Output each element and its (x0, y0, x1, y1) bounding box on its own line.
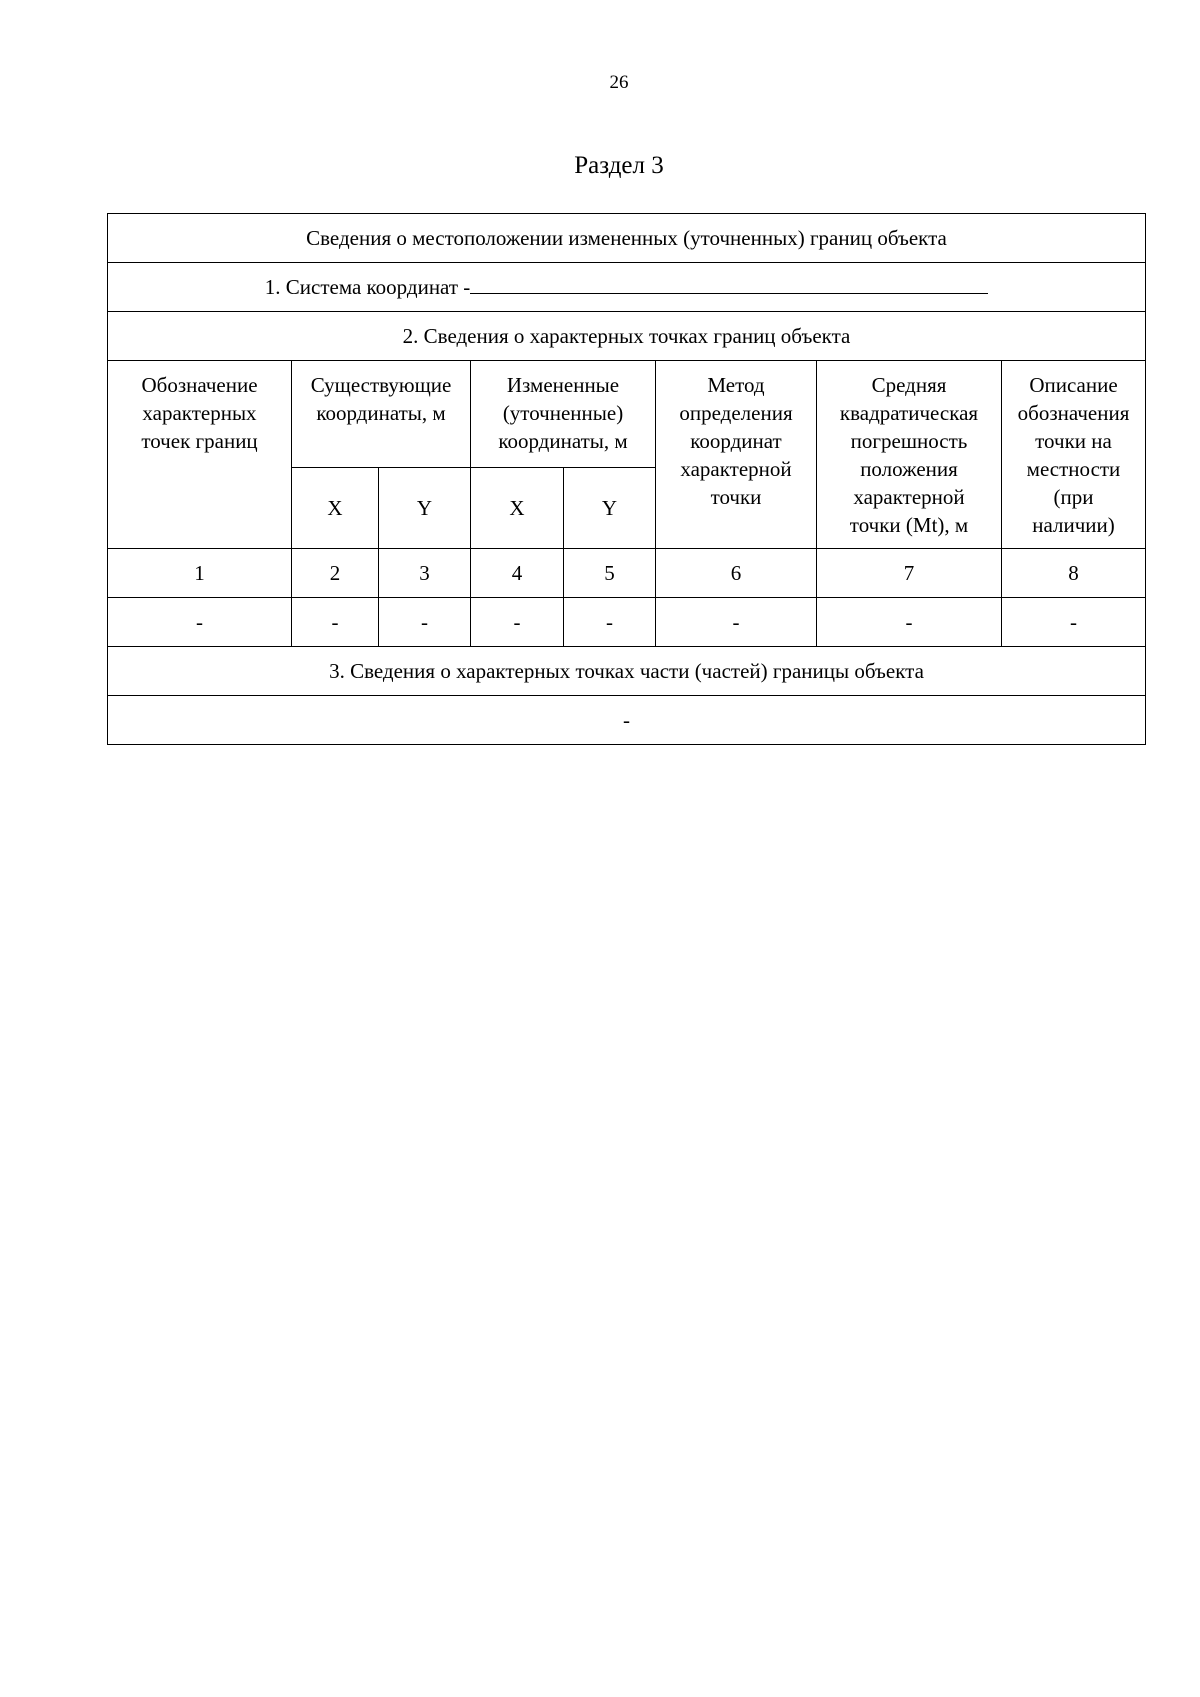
column-number: 6 (656, 549, 817, 598)
header-changed-x: X (471, 468, 564, 549)
data-cell: - (817, 598, 1002, 647)
column-number: 1 (108, 549, 292, 598)
header-existing-y: Y (379, 468, 471, 549)
parts-section-value: - (108, 696, 1146, 745)
data-cell: - (379, 598, 471, 647)
header-description: Описание обозначения точки на местности (при наличии) (1002, 361, 1146, 549)
data-cell: - (471, 598, 564, 647)
column-number: 7 (817, 549, 1002, 598)
coordinate-system-row (108, 263, 1146, 312)
header-designation: Обозначение характерных точек границ (108, 361, 292, 549)
column-number: 2 (292, 549, 379, 598)
data-cell: - (292, 598, 379, 647)
section-title: Раздел 3 (574, 152, 664, 179)
coordinate-system-label: 1. Система координат - (264, 275, 471, 299)
data-cell: - (656, 598, 817, 647)
data-cell: - (1002, 598, 1146, 647)
header-mean-error: Средняя квадратическая погрешность положения характерной точки (Mt), м (817, 361, 1002, 549)
column-number: 8 (1002, 549, 1146, 598)
data-cell: - (108, 598, 292, 647)
data-cell: - (564, 598, 656, 647)
page-number: 26 (609, 72, 629, 93)
boundary-points-table (107, 213, 1146, 745)
column-number: 3 (379, 549, 471, 598)
header-changed-y: Y (564, 468, 656, 549)
column-number: 5 (564, 549, 656, 598)
header-existing-x: X (292, 468, 379, 549)
column-number: 4 (471, 549, 564, 598)
coordinate-system-blank (470, 273, 988, 294)
header-method: Метод определения координат характерной точки (656, 361, 817, 549)
parts-section-title: 3. Сведения о характерных точках части (частей) границы объекта (108, 647, 1146, 696)
header-existing-coordinates: Существующие координаты, м (292, 361, 471, 468)
header-changed-coordinates: Измененные (уточненные) координаты, м (471, 361, 656, 468)
table-title: Сведения о местоположении измененных (уточненных) границ объекта (108, 214, 1146, 263)
points-section-title: 2. Сведения о характерных точках границ объекта (108, 312, 1146, 361)
